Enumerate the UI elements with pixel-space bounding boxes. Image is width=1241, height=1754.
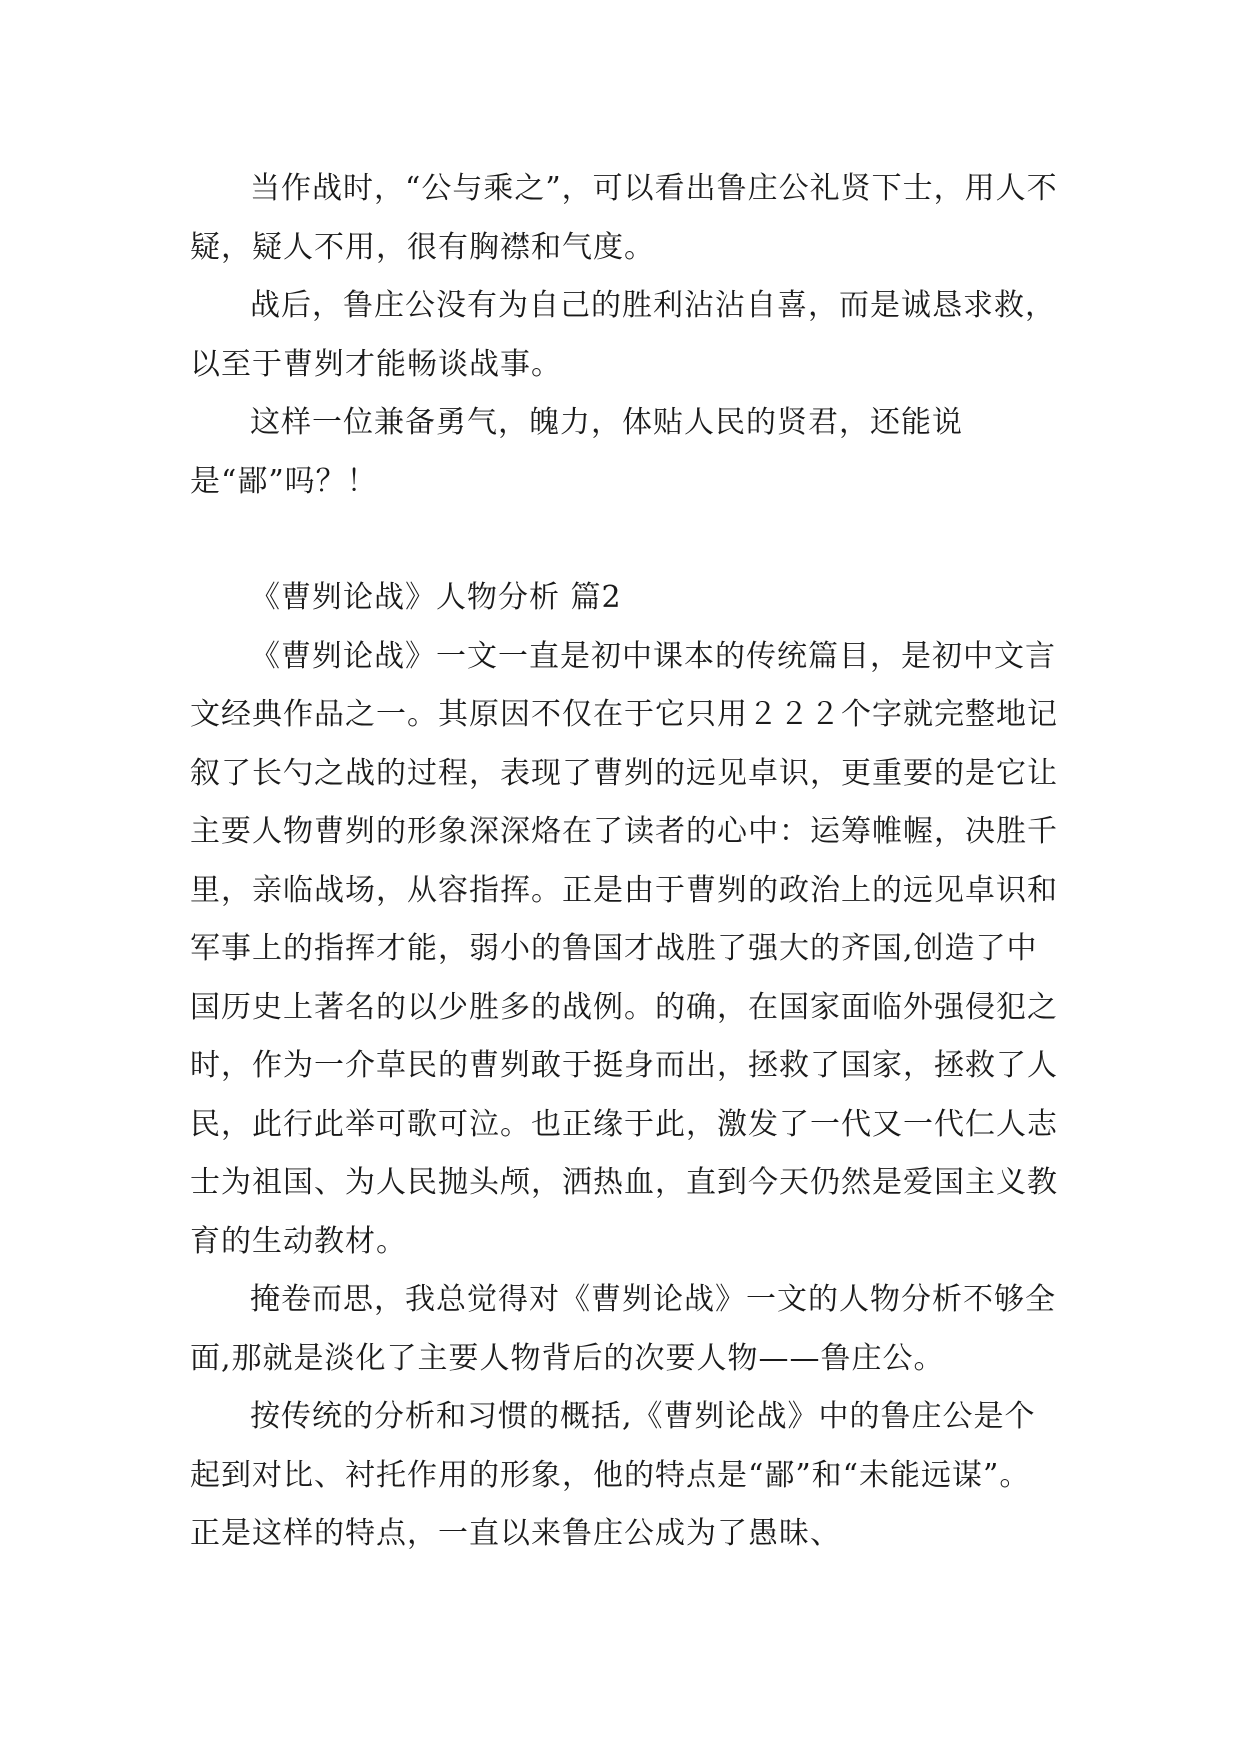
section-1 (190, 160, 1060, 511)
paragraph-6: 按传统的分析和习惯的概括,《曹刿论战》中的鲁庄公是个起到对比、衬托作用的形象，他的特点是“鄙”和“未能远谋”。正是这样的特点，一直以来鲁庄公成为了愚昧、 (190, 1399, 1036, 1551)
paragraph-2: 战后，鲁庄公没有为自己的胜利沾沾自喜，而是诚恳求救，以至于曹刿才能畅谈战事。 (190, 288, 1056, 382)
paragraph-4: 《曹刿论战》一文一直是初中课本的传统篇目，是初中文言文经典作品之一。其原因不仅在于它只用２２２个字就完整地记叙了长勺之战的过程，表现了曹刿的远见卓识，更重要的是它让主要人物曹刿的形象深深烙在了读者的心中：运筹帷幄，决胜千里，亲临战场，从容指挥。正是由于曹刿的政治上的远见卓识和军事上的指挥才能，弱小的鲁国才战胜了强大的齐国,创造了中国历史上著名的以少胜多的战例。的确，在国家面临外强侵犯之时，作为一介草民的曹刿敢于挺身而出，拯救了国家，拯救了人民，此行此举可歌可泣。也正缘于此，激发了一代又一代仁人志士为祖国、为人民抛头颅，洒热血，直到今天仍然是爱国主义教育的生动教材。 (190, 638, 1058, 1259)
paragraph-5: 掩卷而思，我总觉得对《曹刿论战》一文的人物分析不够全面,那就是淡化了主要人物背后的次要人物——鲁庄公。 (190, 1282, 1056, 1376)
section-heading: 《曹刿论战》人物分析 篇2 (250, 580, 622, 615)
paragraph-3: 这样一位兼备勇气，魄力，体贴人民的贤君，还能说是“鄙”吗？！ (190, 405, 963, 499)
section-spacer (190, 511, 1060, 569)
section-2 (190, 569, 1060, 1564)
document-page (190, 160, 1060, 1660)
paragraph-1: 当作战时，“公与乘之”，可以看出鲁庄公礼贤下士，用人不疑，疑人不用，很有胸襟和气度。 (190, 171, 1058, 265)
